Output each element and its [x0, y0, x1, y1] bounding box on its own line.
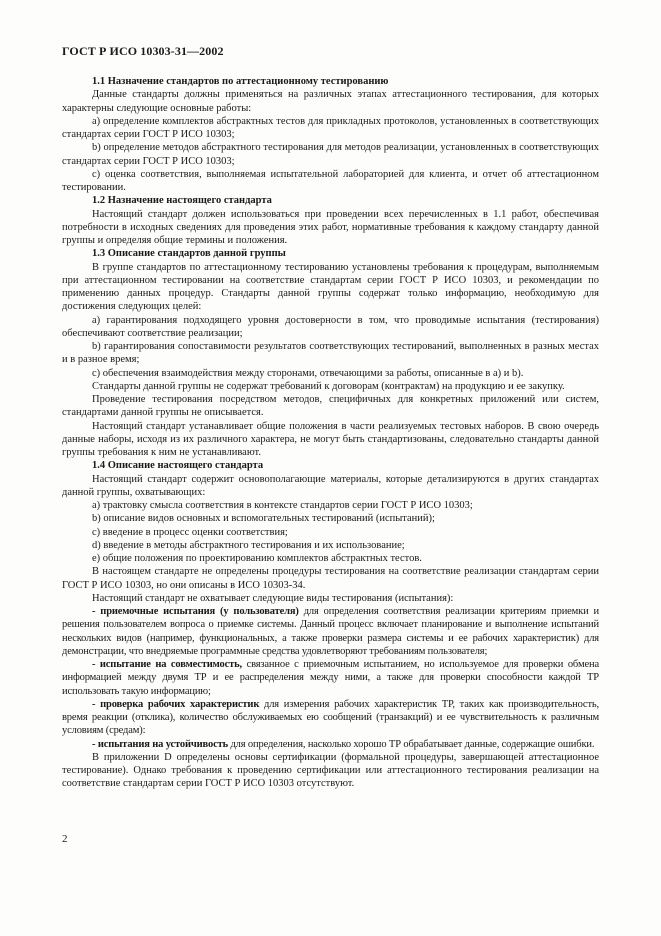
- paragraph: Стандарты данной группы не содержат требований к договорам (контрактам) на продукцию и ее закупку.: [92, 380, 565, 392]
- dash-item-compatibility: [62, 658, 599, 698]
- paragraph: Настоящий стандарт устанавливает общие положения в части реализуемых тестовых наборов. В свою очередь данные наборы, исходя из их различного характера, не могут быть стандартизованы, следовательно стандарты данной группы требования к ним не устанавливают.: [62, 420, 599, 458]
- dash-item-lead: - приемочные испытания (у пользователя): [92, 606, 299, 617]
- page-number: 2: [62, 833, 68, 845]
- paragraph: В приложении D определены основы сертификации (формальной процедуры, завершающей аттестационное тестирование). Однако требования к проведению сертификации или аттестационного тестирования реализации на соответствие стандартам серии ГОСТ Р ИСО 10303 отсутствуют.: [62, 751, 599, 790]
- list-item-a: a) гарантирования подходящего уровня достоверности в том, что проводимые испытания (тестирования) обеспечивают соответствие реализации;: [62, 314, 599, 339]
- list-item-b: b) описание видов основных и вспомогательных тестирований (испытаний);: [92, 513, 435, 525]
- dash-item-text: для измерения рабочих характеристик ТР, таких как производительность, время реакции (отклика), количество обслуживаемых ею сообщений (транзакций) и ее чувствительность к различным условиям (средам):: [62, 698, 599, 737]
- list-item-c: c) введение в процесс оценки соответствия;: [92, 526, 288, 538]
- paragraph: Данные стандарты должны применяться на различных этапах аттестационного тестирования, для которых характерны следующие основные работы:: [62, 89, 599, 114]
- dash-item-text: для определения соответствия реализации критериям приемки и решения пользователем вопроса о приемке системы. Данный процесс включает планирование и выполнение испытаний нескольких видов (например, функциональных, а также проверки размера системы и ее рабочих характеристик) для демонстрации, что внедряемые программные средства удовлетворяют требованиям пользователя;: [62, 606, 599, 657]
- list-item-a: a) трактовку смысла соответствия в контексте стандартов серии ГОСТ Р ИСО 10303;: [92, 500, 473, 511]
- dash-item-lead: - испытание на совместимость,: [92, 659, 243, 670]
- list-item-c: c) оценка соответствия, выполняемая испытательной лабораторией для клиента, и отчет об аттестационном тестировании.: [62, 168, 599, 193]
- paragraph: Проведение тестирования посредством методов, специфичных для конкретных приложений или систем, стандартами данной группы не описывается.: [62, 394, 599, 419]
- paragraph: В настоящем стандарте не определены процедуры тестирования на соответствие реализации стандартам серии ГОСТ Р ИСО 10303, но они описаны в ИСО 10303-34.: [62, 566, 599, 591]
- dash-item-lead: - проверка рабочих характеристик: [92, 698, 260, 710]
- list-item-d: d) введение в методы абстрактного тестирования и их использование;: [92, 539, 405, 551]
- document-body: [62, 75, 599, 791]
- document-header: ГОСТ Р ИСО 10303-31—2002: [62, 44, 224, 58]
- dash-item-text: связанное с приемочным испытанием, но используемое для проверки обмена информацией между двумя ТР и ее распределения между ними, а также для проверки способности каждой ТР использовать такую информацию;: [62, 659, 599, 697]
- dash-item-acceptance: [62, 605, 599, 658]
- paragraph: Настоящий стандарт не охватывает следующие виды тестирования (испытания):: [92, 592, 454, 604]
- dash-item-robustness: [62, 738, 599, 751]
- paragraph: В группе стандартов по аттестационному тестированию установлены требования к процедурам, выполняемым при аттестационном тестировании на соответствие стандартам серии ГОСТ Р ИСО 10303, и рекомендации по применению данных процедур. Стандарты данной группы содержат только информацию, необходимую для достижения следующих целей:: [62, 261, 599, 313]
- section-heading-1-1: 1.1 Назначение стандартов по аттестационному тестированию: [92, 76, 389, 87]
- dash-item-performance: [62, 698, 599, 738]
- paragraph: Настоящий стандарт содержит основополагающие материалы, которые детализируются в других стандартах данной группы, охватывающих:: [62, 473, 599, 498]
- dash-item-text: для определения, насколько хорошо ТР обрабатывает данные, содержащие ошибки.: [228, 738, 595, 750]
- section-heading-1-3: 1.3 Описание стандартов данной группы: [92, 248, 286, 260]
- list-item-b: b) гарантирования сопоставимости результатов соответствующих тестирований, выполненных в разных местах и в разное время;: [62, 341, 599, 366]
- list-item-b: b) определение методов абстрактного тестирования для методов реализации, установленных в соответствующих стандартах серии ГОСТ Р ИСО 10303;: [62, 142, 599, 167]
- list-item-e: e) общие положения по проектированию комплектов абстрактных тестов.: [92, 553, 422, 564]
- dash-item-lead: - испытания на устойчивость: [92, 738, 228, 750]
- list-item-a: a) определение комплектов абстрактных тестов для прикладных протоколов, установленных в соответствующих стандартах серии ГОСТ Р ИСО 10303;: [62, 115, 599, 140]
- section-heading-1-2: 1.2 Назначение настоящего стандарта: [92, 195, 272, 207]
- paragraph: Настоящий стандарт должен использоваться при проведении всех перечисленных в 1.1 работ, обеспечивая потребности в исходных сведениях для проведения этих работ, нормативные требования к каждому стандарту данной группы и определяя общие термины и положения.: [62, 208, 599, 246]
- section-heading-1-4: 1.4 Описание настоящего стандарта: [92, 460, 264, 472]
- list-item-c: c) обеспечения взаимодействия между сторонами, отвечающими за работы, описанные в a) и b).: [92, 367, 524, 379]
